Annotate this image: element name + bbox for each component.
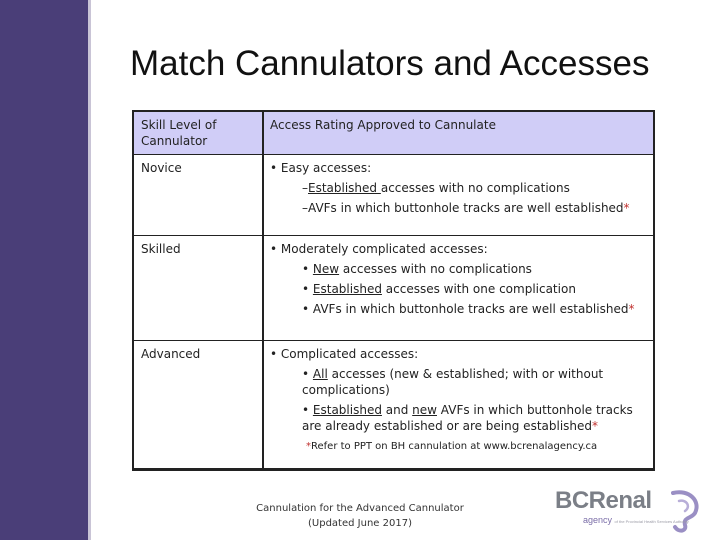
table-header-row: [134, 112, 653, 155]
skilled-item-1: • New accesses with no complications: [302, 262, 532, 276]
skilled-ratings: [270, 241, 648, 317]
slide-footer: [255, 501, 465, 531]
column-divider: [262, 112, 264, 469]
bh-cannulation-note: *Refer to PPT on BH cannulation at www.bcrenalagency.ca: [306, 441, 598, 452]
left-accent-divider: [88, 0, 91, 540]
skilled-level: Skilled: [141, 242, 181, 256]
header-skill-level: Skill Level of Cannulator: [141, 118, 217, 148]
advanced-ratings: [270, 346, 648, 454]
logo-wordmark: BCRenal: [555, 487, 652, 514]
novice-item-2: –AVFs in which buttonhole tracks are well established*: [302, 201, 630, 215]
advanced-item-2: • Established and new AVFs in which buttonhole tracks are already established or are being established*: [302, 403, 633, 433]
skilled-heading: • Moderately complicated accesses:: [270, 242, 488, 256]
novice-item-1: –Established accesses with no complications: [302, 181, 570, 195]
header-access-rating: Access Rating Approved to Cannulate: [270, 118, 496, 132]
bc-renal-logo: [555, 487, 715, 533]
skilled-item-2: • Established accesses with one complication: [302, 282, 576, 296]
table-row-advanced: [134, 341, 653, 469]
table-row-skilled: [134, 236, 653, 341]
slide-title: Match Cannulators and Accesses: [130, 44, 650, 83]
advanced-level: Advanced: [141, 347, 201, 361]
advanced-heading: • Complicated accesses:: [270, 347, 419, 361]
left-accent-bar: [0, 0, 88, 540]
logo-subtext: agency of the Provincial Health Services Authority: [583, 515, 689, 525]
novice-heading: • Easy accesses:: [270, 161, 372, 175]
match-table: [132, 110, 655, 471]
novice-ratings: [270, 160, 648, 216]
footer-line-1: Cannulation for the Advanced Cannulator: [256, 503, 464, 514]
advanced-item-1: • All accesses (new & established; with or without complications): [302, 367, 604, 397]
table-row-novice: [134, 155, 653, 236]
novice-level: Novice: [141, 161, 182, 175]
skilled-item-3: • AVFs in which buttonhole tracks are well established*: [302, 302, 635, 316]
footer-line-2: (Updated June 2017): [308, 518, 412, 529]
